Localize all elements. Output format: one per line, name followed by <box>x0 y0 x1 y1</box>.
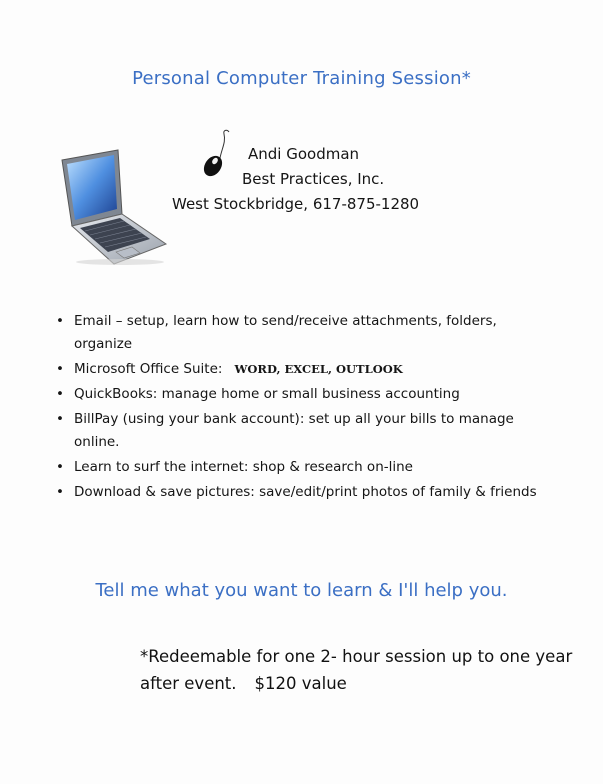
list-item <box>56 383 546 406</box>
list-item <box>56 408 546 454</box>
topic-office-apps: WORD, EXCEL, OUTLOOK <box>234 362 403 376</box>
tagline: Tell me what you want to learn & I'll help you. <box>95 580 508 601</box>
list-item <box>56 358 546 381</box>
bullet-icon: • <box>56 411 64 427</box>
bullet-icon: • <box>56 484 64 500</box>
bullet-icon: • <box>56 313 64 329</box>
topic-quickbooks: QuickBooks: manage home or small business accounting <box>74 386 460 402</box>
page-title: Personal Computer Training Session* <box>132 68 471 89</box>
computer-mouse-icon <box>200 128 232 178</box>
topic-internet: Learn to surf the internet: shop & research on-line <box>74 459 413 475</box>
bullet-icon: • <box>56 361 64 377</box>
contact-name: Andi Goodman <box>248 145 360 163</box>
topic-office-label: Microsoft Office Suite: <box>74 361 223 377</box>
topic-pictures: Download & save pictures: save/edit/print photos of family & friends <box>74 484 537 500</box>
list-item <box>56 456 546 479</box>
redeem-note <box>140 643 580 697</box>
list-item <box>56 481 546 504</box>
redeem-text: *Redeemable for one 2- hour session up to one year after event. <box>140 647 573 693</box>
list-item <box>56 310 546 356</box>
bullet-icon: • <box>56 459 64 475</box>
topic-billpay: BillPay (using your bank account): set up all your bills to manage online. <box>74 411 514 450</box>
contact-location-phone: West Stockbridge, 617-875-1280 <box>172 195 420 213</box>
topics-list <box>56 310 546 506</box>
topic-email: Email – setup, learn how to send/receive attachments, folders, organize <box>74 313 497 352</box>
laptop-icon <box>58 148 170 266</box>
contact-company: Best Practices, Inc. <box>242 170 385 188</box>
redeem-value: $120 value <box>254 674 347 693</box>
bullet-icon: • <box>56 386 64 402</box>
